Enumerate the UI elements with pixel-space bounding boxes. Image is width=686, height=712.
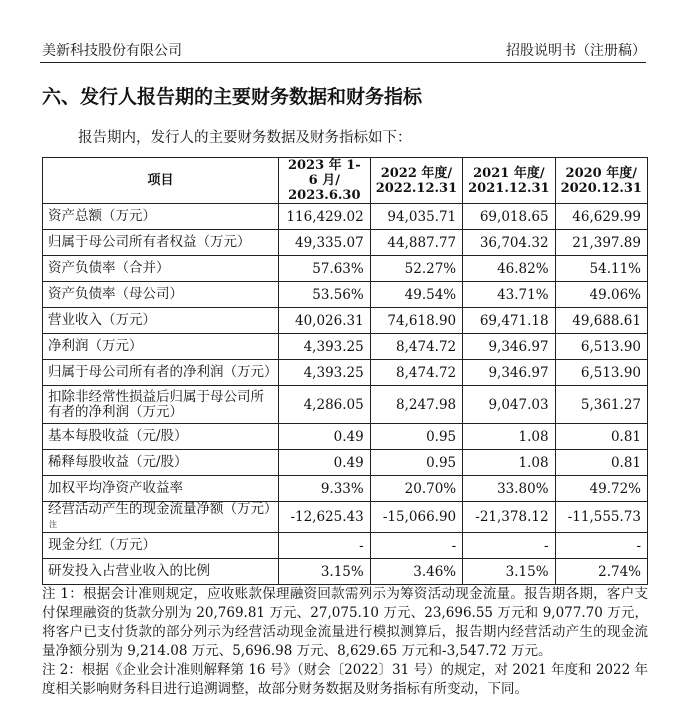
column-header-line1: 2020 年度/ [565, 165, 638, 181]
note-2: 注 2：根据《企业会计准则解释第 16 号》（财会〔2022〕31 号）的规定，对 2021 年度和 2022 年度相关影响财务科目进行追溯调整，故部分财务数据及财务指标有所变动，下同。 [42, 662, 648, 697]
cell-value: 8,474.72 [370, 360, 462, 386]
column-header-2020 [555, 158, 647, 204]
table-row [43, 386, 648, 424]
cell-value: - [278, 533, 370, 559]
note-1: 注 1：根据会计准则规定，应收账款保理融资回款需列示为筹资活动现金流量。报告期各期，客户支付保理融资的货款分别为 20,769.81 万元、27,075.10 万元、23,696.55 万元和 9,077.70 万元，将客户已支付货款的部分列示为经营活动现金流量进行模拟测算后，报告期内经营活动产生的现金流量净额分别为 9,214.08 万元、5,696.98 万元、8,629.65 万元和-3,547.72 万元。 [42, 586, 648, 659]
cell-value: 52.27% [370, 256, 462, 282]
row-label [43, 502, 279, 533]
cell-value: 2.74% [555, 559, 647, 585]
table-row [43, 559, 648, 585]
row-label: 现金分红（万元） [43, 533, 279, 559]
cell-value: 49.72% [555, 476, 647, 502]
cell-value: 0.49 [278, 450, 370, 476]
row-label: 加权平均净资产收益率 [43, 476, 279, 502]
row-label: 稀释每股收益（元/股） [43, 450, 279, 476]
section-title: 六、发行人报告期的主要财务数据和财务指标 [42, 86, 423, 108]
cell-value: 3.15% [278, 559, 370, 585]
table-row [43, 533, 648, 559]
row-label-text: 经营活动产生的现金流量净额（万元） [48, 501, 278, 517]
column-header-line1: 2023 年 1-6 月/ [287, 158, 361, 188]
cell-value: 0.81 [555, 424, 647, 450]
row-label: 扣除非经常性损益后归属于母公司所有者的净利润（万元） [43, 386, 279, 424]
cell-value: 20.70% [370, 476, 462, 502]
cell-value: 21,397.89 [555, 230, 647, 256]
cell-value: 9,346.97 [463, 360, 555, 386]
cell-value: 4,393.25 [278, 334, 370, 360]
column-header-line1: 2022 年度/ [380, 165, 453, 181]
cell-value: 0.95 [370, 424, 462, 450]
cell-value: 54.11% [555, 256, 647, 282]
intro-text: 报告期内，发行人的主要财务数据及财务指标如下： [78, 130, 412, 146]
financial-data-table [42, 157, 648, 585]
row-label: 研发投入占营业收入的比例 [43, 559, 279, 585]
cell-value: 69,471.18 [463, 308, 555, 334]
cell-value: 74,618.90 [370, 308, 462, 334]
column-header-line2: 2022.12.31 [375, 180, 458, 196]
row-label: 归属于母公司所有者的净利润（万元） [43, 360, 279, 386]
cell-value: 5,361.27 [555, 386, 647, 424]
cell-value: 6,513.90 [555, 360, 647, 386]
column-header-2023h1 [278, 158, 370, 204]
cell-value: 8,474.72 [370, 334, 462, 360]
header-divider [40, 62, 646, 63]
company-name: 美新科技股份有限公司 [42, 43, 182, 59]
row-label: 资产总额（万元） [43, 204, 279, 230]
cell-value: 0.81 [555, 450, 647, 476]
table-notes [42, 585, 648, 699]
cell-value: - [555, 533, 647, 559]
cell-value: - [463, 533, 555, 559]
cell-value: 57.63% [278, 256, 370, 282]
cell-value: -11,555.73 [555, 502, 647, 533]
cell-value: 0.49 [278, 424, 370, 450]
row-label: 净利润（万元） [43, 334, 279, 360]
column-header-item: 项目 [43, 158, 279, 204]
cell-value: 4,393.25 [278, 360, 370, 386]
cell-value: 49,335.07 [278, 230, 370, 256]
cell-value: 94,035.71 [370, 204, 462, 230]
column-header-line2: 2021.12.31 [468, 180, 550, 196]
cell-value: 3.15% [463, 559, 555, 585]
cell-value: 44,887.77 [370, 230, 462, 256]
column-header-line1: 2021 年度/ [473, 165, 545, 181]
cell-value: -21,378.12 [463, 502, 555, 533]
column-header-line2: 2023.6.30 [288, 188, 361, 203]
table-row [43, 308, 648, 334]
table-row [43, 282, 648, 308]
table-header-row [43, 158, 648, 204]
cell-value: -15,066.90 [370, 502, 462, 533]
cell-value: 3.46% [370, 559, 462, 585]
row-label: 资产负债率（合并） [43, 256, 279, 282]
row-label: 资产负债率（母公司） [43, 282, 279, 308]
cell-value: 46,629.99 [555, 204, 647, 230]
column-header-2022 [370, 158, 462, 204]
table-row [43, 230, 648, 256]
document-type: 招股说明书（注册稿） [506, 43, 646, 59]
cell-value: 1.08 [463, 424, 555, 450]
table-row [43, 256, 648, 282]
table-row [43, 334, 648, 360]
cell-value: 0.95 [370, 450, 462, 476]
cell-value: 9,346.97 [463, 334, 555, 360]
cell-value: 1.08 [463, 450, 555, 476]
cell-value: 9,047.03 [463, 386, 555, 424]
footnote-marker: 注 [49, 520, 57, 529]
cell-value: 46.82% [463, 256, 555, 282]
cell-value: -12,625.43 [278, 502, 370, 533]
row-label: 基本每股收益（元/股） [43, 424, 279, 450]
cell-value: 49,688.61 [555, 308, 647, 334]
table-row [43, 450, 648, 476]
cell-value: 43.71% [463, 282, 555, 308]
cell-value: 53.56% [278, 282, 370, 308]
cell-value: - [370, 533, 462, 559]
row-label: 归属于母公司所有者权益（万元） [43, 230, 279, 256]
cell-value: 8,247.98 [370, 386, 462, 424]
cell-value: 36,704.32 [463, 230, 555, 256]
cell-value: 49.54% [370, 282, 462, 308]
table-row [43, 360, 648, 386]
column-header-line2: 2020.12.31 [560, 180, 642, 196]
table-row [43, 476, 648, 502]
cell-value: 69,018.65 [463, 204, 555, 230]
cell-value: 40,026.31 [278, 308, 370, 334]
cell-value: 116,429.02 [278, 204, 370, 230]
cell-value: 6,513.90 [555, 334, 647, 360]
cell-value: 9.33% [278, 476, 370, 502]
row-label: 营业收入（万元） [43, 308, 279, 334]
cell-value: 49.06% [555, 282, 647, 308]
cell-value: 33.80% [463, 476, 555, 502]
table-row [43, 424, 648, 450]
table-row [43, 204, 648, 230]
column-header-2021 [463, 158, 555, 204]
cell-value: 4,286.05 [278, 386, 370, 424]
table-row [43, 502, 648, 533]
